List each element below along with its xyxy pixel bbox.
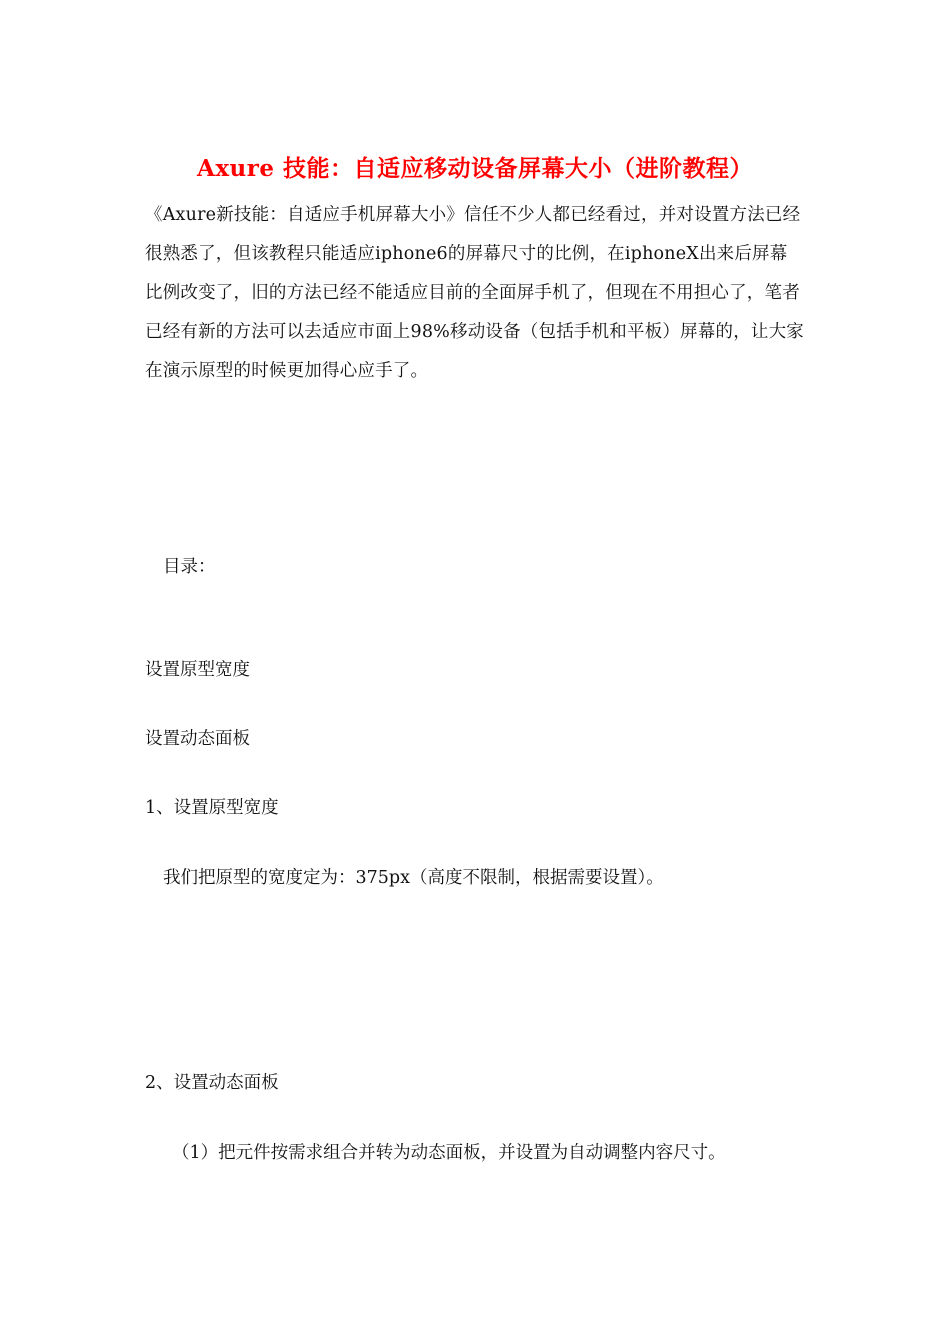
document-title: Axure 技能：自适应移动设备屏幕大小（进阶教程） <box>196 155 754 182</box>
section-2-heading: 2、设置动态面板 <box>145 1073 279 1093</box>
toc-item-2: 设置动态面板 <box>145 729 250 749</box>
toc-label: 目录： <box>163 557 216 577</box>
toc-item-1: 设置原型宽度 <box>145 660 250 680</box>
intro-paragraph: 《Axure新技能：自适应手机屏幕大小》信任不少人都已经看过，并对设置方法已经很熟悉了，但该教程只能适应iphone6的屏幕尺寸的比例，在iphoneX出来后屏幕比例改变了，旧的方法已经不能适应目前的全面屏手机了，但现在不用担心了，笔者已经有新的方法可以去适应市面上98%移动设备（包括手机和平板）屏幕的，让大家在演示原型的时候更加得心应手了。 <box>145 205 804 381</box>
section-1-heading: 1、设置原型宽度 <box>145 798 279 818</box>
section-1-body: 我们把原型的宽度定为：375px（高度不限制，根据需要设置）。 <box>163 868 664 888</box>
section-2-step-1: （1）把元件按需求组合并转为动态面板，并设置为自动调整内容尺寸。 <box>172 1143 726 1163</box>
